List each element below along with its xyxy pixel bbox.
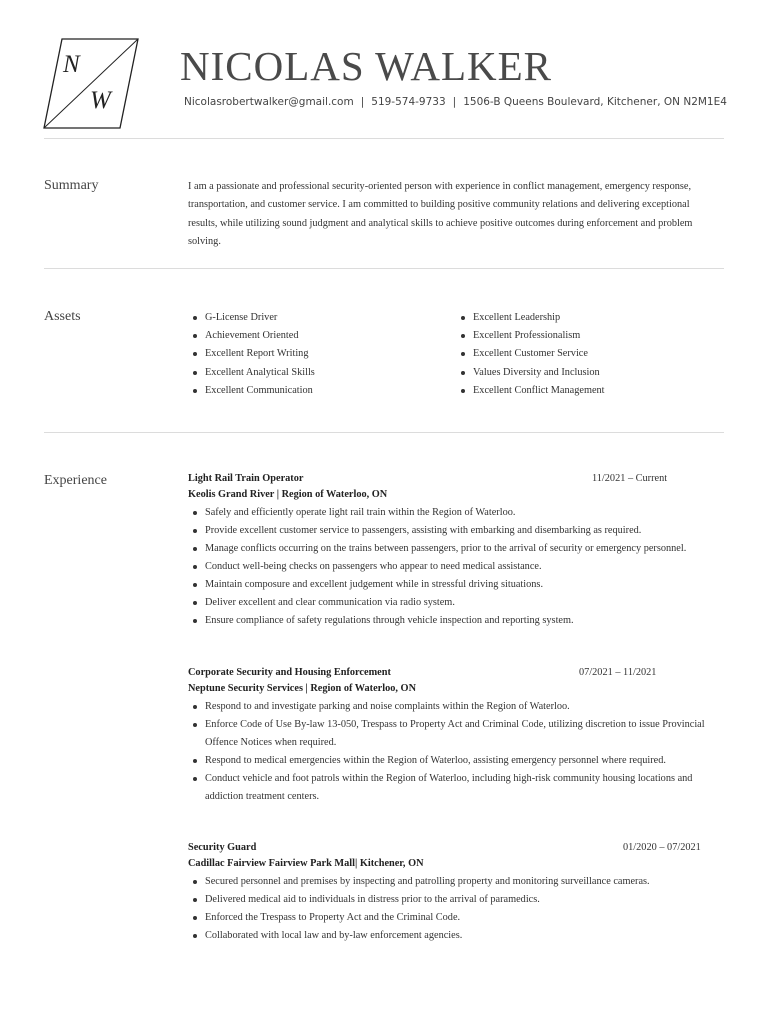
summary-text: I am a passionate and professional security-oriented person with experience in conflict management, emergency response, transportation, and customer service. I am committed to building positive community relations and delivering exceptional results, while utilizing sound judgment and analytical skills to achieve positive outcomes during enforcement and problem solving. <box>188 181 693 247</box>
asset-item: Excellent Report Writing <box>188 345 448 363</box>
contact-separator: | <box>360 96 365 108</box>
summary-heading: Summary <box>44 178 99 193</box>
assets-right-column <box>456 309 716 400</box>
assets-left-column <box>188 309 448 400</box>
job-bullet: Manage conflicts occurring on the trains between passengers, prior to the arrival of security or emergency personnel. <box>188 540 718 558</box>
email-link[interactable]: Nicolasrobertwalker@gmail.com <box>184 96 354 108</box>
job-bullet: Respond to and investigate parking and noise complaints within the Region of Waterloo. <box>188 698 718 716</box>
asset-item: Achievement Oriented <box>188 327 448 345</box>
job-bullet: Conduct well-being checks on passengers who appear to need medical assistance. <box>188 558 718 576</box>
job-bullet: Provide excellent customer service to passengers, assisting with embarking and disembarking as required. <box>188 522 718 540</box>
job-bullet: Safely and efficiently operate light rail train within the Region of Waterloo. <box>188 504 718 522</box>
asset-item: Excellent Analytical Skills <box>188 364 448 382</box>
divider <box>44 138 724 139</box>
job-title: Corporate Security and Housing Enforcement <box>188 667 391 678</box>
job-bullet: Enforced the Trespass to Property Act and the Criminal Code. <box>188 909 718 927</box>
experience-heading: Experience <box>44 473 107 488</box>
job-bullet: Secured personnel and premises by inspecting and patrolling property and monitoring surveillance cameras. <box>188 873 718 891</box>
job-bullet: Delivered medical aid to individuals in distress prior to the arrival of paramedics. <box>188 891 718 909</box>
asset-item: G-License Driver <box>188 309 448 327</box>
contact-line <box>184 96 727 108</box>
asset-item: Excellent Communication <box>188 382 448 400</box>
job-bullet: Ensure compliance of safety regulations through vehicle inspection and reporting system. <box>188 612 718 630</box>
job-entry <box>188 471 718 630</box>
asset-item: Excellent Leadership <box>456 309 716 327</box>
job-dates: 11/2021 – Current <box>592 473 668 484</box>
phone-number: 519-574-9733 <box>371 96 446 108</box>
job-organization: Cadillac Fairview Fairview Park Mall| Kitchener, ON <box>188 858 424 869</box>
job-bullet: Conduct vehicle and foot patrols within the Region of Waterloo, including high-risk community housing locations and addiction treatment centers. <box>188 770 718 806</box>
job-entry <box>188 665 718 806</box>
candidate-name: NICOLAS WALKER <box>180 43 552 89</box>
asset-item: Excellent Conflict Management <box>456 382 716 400</box>
assets-heading: Assets <box>44 309 81 324</box>
contact-separator: | <box>452 96 457 108</box>
job-bullet: Respond to medical emergencies within the Region of Waterloo, assisting emergency personnel where required. <box>188 752 718 770</box>
job-bullet: Maintain composure and excellent judgement while in stressful driving situations. <box>188 576 718 594</box>
logo-letter-w: W <box>90 87 111 114</box>
asset-item: Excellent Customer Service <box>456 345 716 363</box>
job-dates: 07/2021 – 11/2021 <box>579 667 657 678</box>
job-entry <box>188 840 718 945</box>
job-bullet: Collaborated with local law and by-law enforcement agencies. <box>188 927 718 945</box>
divider <box>44 268 724 269</box>
job-title: Security Guard <box>188 842 257 853</box>
job-organization: Neptune Security Services | Region of Waterloo, ON <box>188 683 417 694</box>
divider <box>44 432 724 433</box>
job-organization: Keolis Grand River | Region of Waterloo, ON <box>188 489 388 500</box>
asset-item: Excellent Professionalism <box>456 327 716 345</box>
address: 1506-B Queens Boulevard, Kitchener, ON N2M1E4 <box>463 96 727 108</box>
monogram-logo <box>43 38 139 129</box>
job-title: Light Rail Train Operator <box>188 473 304 484</box>
job-bullet: Enforce Code of Use By-law 13-050, Trespass to Property Act and Criminal Code, utilizing discretion to issue Provincial Offence Notices when required. <box>188 716 718 752</box>
asset-item: Values Diversity and Inclusion <box>456 364 716 382</box>
logo-letter-n: N <box>63 51 80 78</box>
job-dates: 01/2020 – 07/2021 <box>623 842 701 853</box>
job-bullet: Deliver excellent and clear communication via radio system. <box>188 594 718 612</box>
